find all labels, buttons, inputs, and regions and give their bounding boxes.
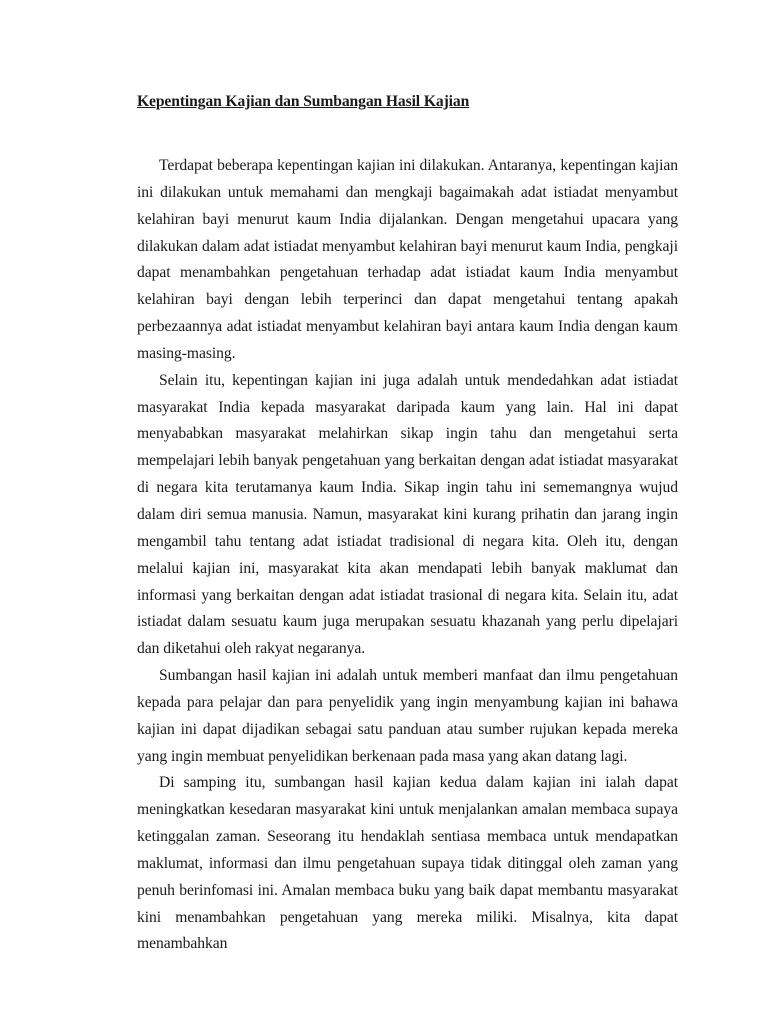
document-content	[137, 92, 678, 958]
section-title: Kepentingan Kajian dan Sumbangan Hasil Kajian	[137, 93, 470, 110]
paragraph-3: Sumbangan hasil kajian ini adalah untuk memberi manfaat dan ilmu pengetahuan kepada para pelajar dan para penyelidik yang ingin menyambung kajian ini bahawa kajian ini dapat dijadikan sebagai satu panduan atau sumber rujukan kepada mereka yang ingin membuat penyelidikan berkenaan pada masa yang akan datang lagi.	[137, 667, 678, 765]
paragraph-1: Terdapat beberapa kepentingan kajian ini dilakukan. Antaranya, kepentingan kajian ini dilakukan untuk memahami dan mengkaji bagaimakah adat istiadat menyambut kelahiran bayi menurut kaum India dijalankan. Dengan mengetahui upacara yang dilakukan dalam adat istiadat menyambut kelahiran bayi menurut kaum India, pengkaji dapat menambahkan pengetahuan terhadap adat istiadat kaum India menyambut kelahiran bayi dengan lebih terperinci dan dapat mengetahui tentang apakah perbezaannya adat istiadat menyambut kelahiran bayi antara kaum India dengan kaum masing-masing.	[137, 157, 678, 362]
body-text	[137, 153, 678, 958]
paragraph-2: Selain itu, kepentingan kajian ini juga adalah untuk mendedahkan adat istiadat masyarakat India kepada masyarakat daripada kaum yang lain. Hal ini dapat menyababkan masyarakat melahirkan sikap ingin tahu dan mengetahui serta mempelajari lebih banyak pengetahuan yang berkaitan dengan adat istiadat masyarakat di negara kita terutamanya kaum India. Sikap ingin tahu ini sememangnya wujud dalam diri semua manusia. Namun, masyarakat kini kurang prihatin dan jarang ingin mengambil tahu tentang adat istiadat tradisional di negara kita. Oleh itu, dengan melalui kajian ini, masyarakat kita akan mendapati lebih banyak maklumat dan informasi yang berkaitan dengan adat istiadat trasional di negara kita. Selain itu, adat istiadat dalam sesuatu kaum juga merupakan sesuatu khazanah yang perlu dipelajari dan diketahui oleh rakyat negaranya.	[137, 371, 678, 658]
paragraph-4: Di samping itu, sumbangan hasil kajian kedua dalam kajian ini ialah dapat meningkatkan kesedaran masyarakat kini untuk menjalankan amalan membaca supaya ketinggalan zaman. Seseorang itu hendaklah sentiasa membaca untuk mendapatkan maklumat, informasi dan ilmu pengetahuan supaya tidak ditinggal oleh zaman yang penuh berinfomasi ini. Amalan membaca buku yang baik dapat membantu masyarakat kini menambahkan pengetahuan yang mereka miliki. Misalnya, kita dapat menambahkan	[137, 774, 678, 953]
